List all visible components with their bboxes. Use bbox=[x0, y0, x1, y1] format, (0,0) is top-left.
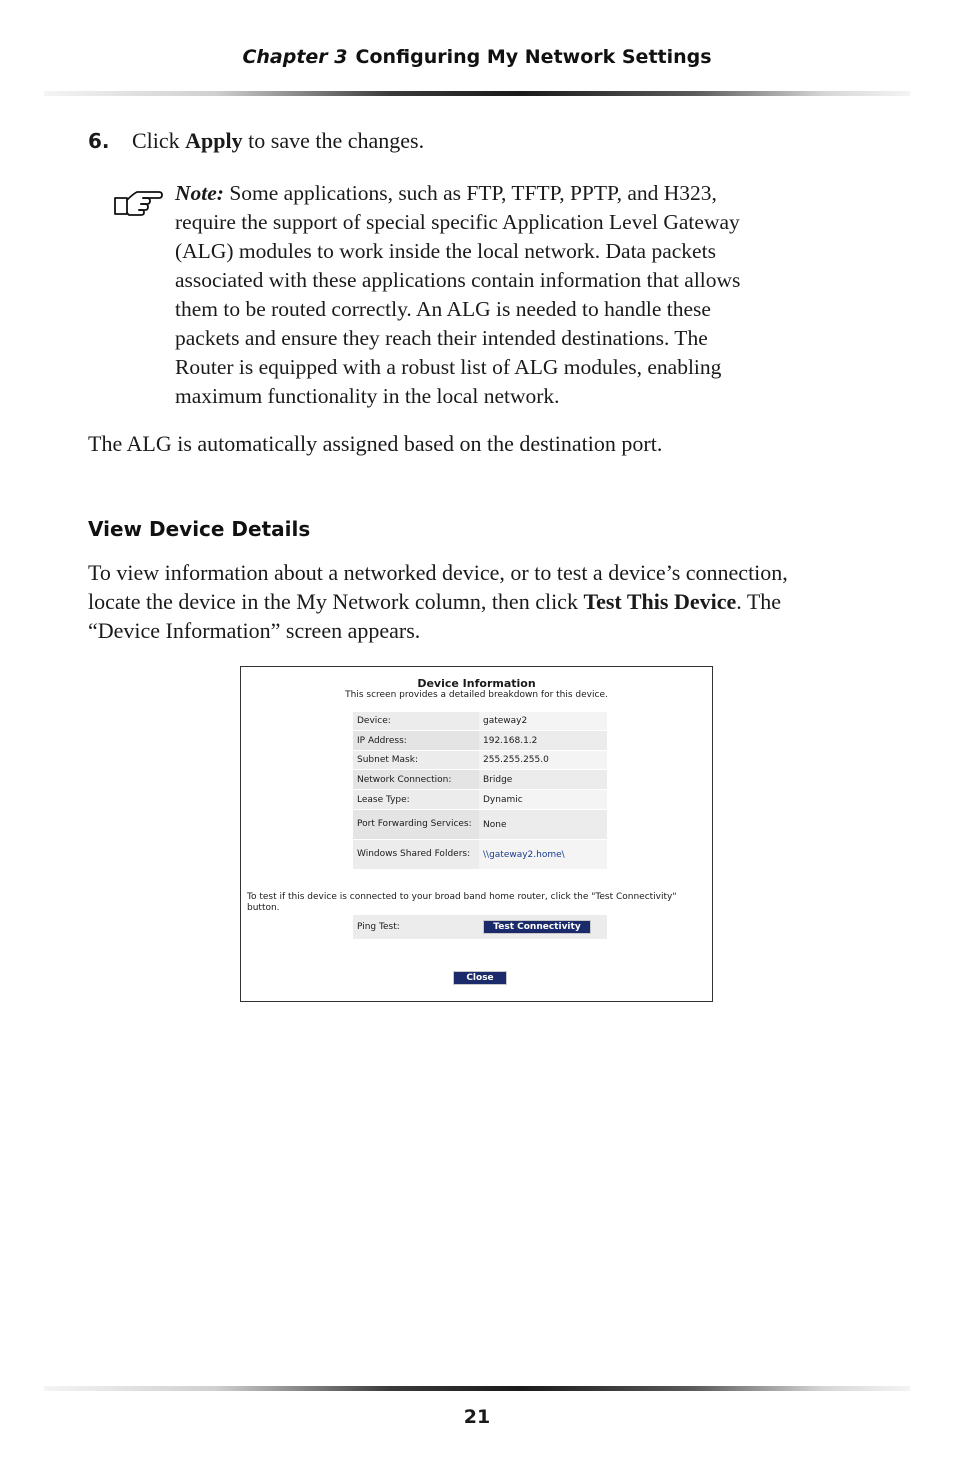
screenshot-subtitle: This screen provides a detailed breakdown for this device. bbox=[345, 690, 608, 700]
running-header bbox=[0, 46, 954, 68]
row-key: IP Address: bbox=[353, 731, 479, 750]
footer-rule bbox=[44, 1386, 910, 1391]
row-key: Subnet Mask: bbox=[353, 751, 479, 769]
table-row bbox=[353, 751, 607, 770]
para-line-2-post: . The bbox=[736, 589, 782, 614]
header-rule bbox=[44, 91, 910, 96]
ping-label: Ping Test: bbox=[357, 922, 400, 932]
note-block bbox=[175, 179, 785, 411]
row-value: None bbox=[479, 810, 607, 839]
para-bold-test-device: Test This Device bbox=[583, 589, 737, 614]
section-paragraph bbox=[88, 558, 848, 645]
page-number: 21 bbox=[463, 1406, 491, 1428]
step-text-post: to save the changes. bbox=[242, 128, 425, 153]
table-row bbox=[353, 770, 607, 790]
note-line-7: Router is equipped with a robust list of ALG modules, enabling bbox=[175, 355, 722, 379]
table-row bbox=[353, 840, 607, 870]
note-line-1: Some applications, such as FTP, TFTP, PPTP, and H323, bbox=[223, 181, 717, 205]
row-value: gateway2 bbox=[479, 712, 607, 730]
row-value: Dynamic bbox=[479, 790, 607, 809]
section-heading: View Device Details bbox=[88, 517, 311, 541]
note-line-4: associated with these applications contain information that allows bbox=[175, 268, 741, 292]
note-line-5: them to be routed correctly. An ALG is needed to handle these bbox=[175, 297, 711, 321]
pointing-hand-icon bbox=[113, 186, 165, 218]
para-line-3: “Device Information” screen appears. bbox=[88, 618, 421, 643]
alg-sentence: The ALG is automatically assigned based on the destination port. bbox=[88, 431, 663, 456]
chapter-label: Chapter 3 bbox=[242, 46, 348, 68]
note-line-6: packets and ensure they reach their intended destinations. The bbox=[175, 326, 708, 350]
row-value: 192.168.1.2 bbox=[479, 731, 607, 750]
note-label: Note: bbox=[175, 181, 224, 205]
device-details-table bbox=[353, 712, 607, 870]
note-line-2: require the support of special specific Application Level Gateway bbox=[175, 210, 740, 234]
table-row bbox=[353, 810, 607, 840]
row-key: Port Forwarding Services: bbox=[353, 810, 479, 839]
device-information-screenshot bbox=[240, 666, 713, 1002]
test-connectivity-button[interactable]: Test Connectivity bbox=[483, 920, 591, 934]
table-row bbox=[353, 790, 607, 810]
row-key: Device: bbox=[353, 712, 479, 730]
para-line-1: To view information about a networked device, or to test a device’s connection, bbox=[88, 560, 788, 585]
chapter-title: Configuring My Network Settings bbox=[355, 46, 712, 68]
para-line-2-pre: locate the device in the My Network column, then click bbox=[88, 589, 584, 614]
row-key: Windows Shared Folders: bbox=[353, 840, 479, 869]
test-instructions: To test if this device is connected to your broad band home router, click the "Test Connectivity" button. bbox=[247, 892, 677, 913]
close-button[interactable]: Close bbox=[453, 971, 507, 985]
step-6 bbox=[88, 128, 424, 154]
table-row bbox=[353, 712, 607, 731]
note-line-3: (ALG) modules to work inside the local network. Data packets bbox=[175, 239, 716, 263]
step-number: 6. bbox=[88, 129, 110, 153]
ping-test-row bbox=[353, 915, 607, 939]
row-value: 255.255.255.0 bbox=[479, 751, 607, 769]
note-line-8: maximum functionality in the local network. bbox=[175, 384, 560, 408]
step-text-pre: Click bbox=[132, 128, 186, 153]
shared-folder-link[interactable]: \\gateway2.home\ bbox=[479, 840, 607, 869]
screenshot-title: Device Information bbox=[417, 677, 536, 690]
row-value: Bridge bbox=[479, 770, 607, 789]
row-key: Lease Type: bbox=[353, 790, 479, 809]
table-row bbox=[353, 731, 607, 751]
step-bold-apply: Apply bbox=[185, 128, 243, 153]
row-key: Network Connection: bbox=[353, 770, 479, 789]
